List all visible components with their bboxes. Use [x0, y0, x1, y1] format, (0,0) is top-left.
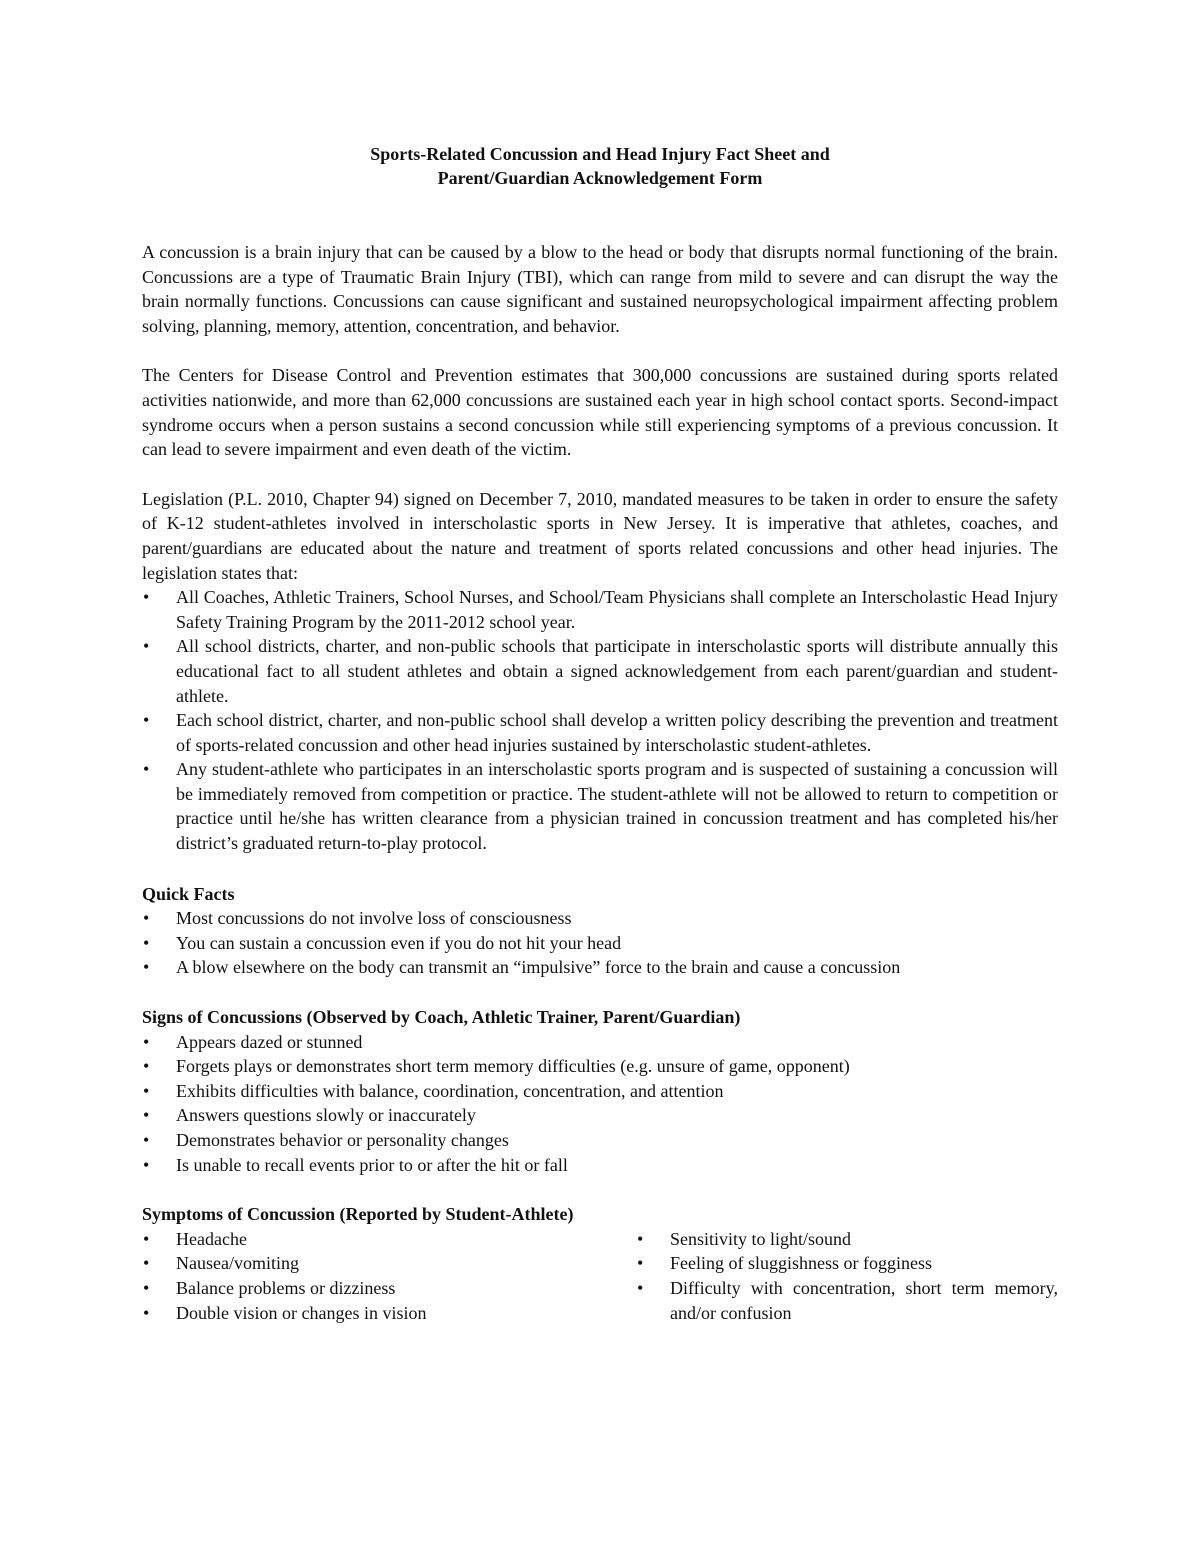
list-item	[142, 906, 1058, 931]
bullet-icon: •	[143, 957, 150, 978]
bullet-icon: •	[143, 1105, 150, 1126]
list-item	[142, 757, 1058, 855]
list-item-text: Most concussions do not involve loss of consciousness	[176, 908, 572, 929]
list-item-text: All school districts, charter, and non-public schools that participate in interscholastic sports will distribute annually this educational fact to all student athletes and obtain a signed acknowledgement from each parent/guardian and student-athlete.	[176, 636, 1058, 706]
legislation-list	[142, 585, 1058, 856]
bullet-icon: •	[143, 1302, 150, 1323]
list-item-text: Forgets plays or demonstrates short term memory difficulties (e.g. unsure of game, opponent)	[176, 1056, 850, 1077]
symptoms-list-left	[142, 1227, 562, 1325]
bullet-icon: •	[143, 1228, 150, 1249]
bullet-icon: •	[143, 1253, 150, 1274]
list-item	[142, 1301, 562, 1326]
symptoms-list-right	[636, 1227, 1058, 1325]
list-item-text: Is unable to recall events prior to or after the hit or fall	[176, 1154, 568, 1175]
bullet-icon: •	[143, 908, 150, 929]
list-item	[142, 931, 1058, 956]
quick-facts-heading: Quick Facts	[142, 883, 235, 904]
bullet-icon: •	[637, 1228, 644, 1249]
list-item-text: Balance problems or dizziness	[176, 1277, 396, 1298]
list-item-text: Difficulty with concentration, short term memory, and/or confusion	[670, 1277, 1058, 1323]
list-item	[142, 1054, 1058, 1079]
list-item	[142, 1227, 562, 1252]
list-item-text: Nausea/vomiting	[176, 1253, 299, 1274]
bullet-icon: •	[143, 1154, 150, 1175]
list-item	[142, 1103, 1058, 1128]
list-item	[636, 1251, 1058, 1276]
list-item-text: Feeling of sluggishness or fogginess	[670, 1253, 932, 1274]
symptoms-heading: Symptoms of Concussion (Reported by Student-Athlete)	[142, 1204, 574, 1225]
signs-heading: Signs of Concussions (Observed by Coach, Athletic Trainer, Parent/Guardian)	[142, 1007, 741, 1028]
list-item-text: Answers questions slowly or inaccurately	[176, 1105, 476, 1126]
signs-list	[142, 1030, 1058, 1178]
list-item-text: A blow elsewhere on the body can transmit an “impulsive” force to the brain and cause a concussion	[176, 957, 901, 978]
list-item-text: All Coaches, Athletic Trainers, School Nurses, and School/Team Physicians shall complete an Interscholastic Head Injury Safety Training Program by the 2011-2012 school year.	[176, 587, 1058, 632]
list-item-text: Exhibits difficulties with balance, coordination, concentration, and attention	[176, 1080, 724, 1101]
list-item	[142, 708, 1058, 757]
list-item-text: Headache	[176, 1228, 247, 1249]
intro-paragraph-concussion-definition: A concussion is a brain injury that can be caused by a blow to the head or body that disrupts normal functioning of the brain. Concussions are a type of Traumatic Brain Injury (TBI), which can range from mild to severe and can disrupt the way the brain normally functions. Concussions can cause significant and sustained neuropsychological impairment affecting problem solving, planning, memory, attention, concentration, and behavior.	[142, 242, 1058, 336]
list-item	[142, 1276, 562, 1301]
list-item	[142, 1030, 1058, 1055]
list-item	[142, 585, 1058, 634]
list-item-text: Appears dazed or stunned	[176, 1031, 363, 1052]
bullet-icon: •	[143, 587, 150, 608]
bullet-icon: •	[637, 1253, 644, 1274]
document-title	[142, 142, 1058, 190]
list-item-text: Any student-athlete who participates in an interscholastic sports program and is suspected of sustaining a concussion will be immediately removed from competition or practice. The student-athlete will not be allowed to return to competition or practice until he/she has written clearance from a physician trained in concussion treatment and has completed his/her district’s graduated return-to-play protocol.	[176, 759, 1058, 854]
list-item-text: Demonstrates behavior or personality changes	[176, 1130, 509, 1150]
list-item	[142, 1079, 1058, 1104]
list-item	[142, 1128, 1058, 1153]
list-item	[142, 1251, 562, 1276]
list-item	[636, 1276, 1058, 1325]
bullet-icon: •	[143, 1031, 150, 1052]
quick-facts-list	[142, 906, 1058, 980]
list-item	[142, 955, 1058, 980]
bullet-icon: •	[143, 1130, 150, 1150]
bullet-icon: •	[143, 710, 150, 731]
bullet-icon: •	[143, 932, 150, 953]
list-item	[142, 1153, 1058, 1178]
title-line-2: Parent/Guardian Acknowledgement Form	[437, 168, 763, 188]
list-item-text: You can sustain a concussion even if you do not hit your head	[176, 932, 622, 953]
bullet-icon: •	[143, 636, 150, 657]
title-line-1: Sports-Related Concussion and Head Injury Fact Sheet and	[370, 144, 830, 164]
list-item	[142, 634, 1058, 708]
bullet-icon: •	[143, 1277, 150, 1298]
bullet-icon: •	[637, 1277, 644, 1298]
bullet-icon: •	[143, 1080, 150, 1101]
bullet-icon: •	[143, 1056, 150, 1077]
list-item-text: Sensitivity to light/sound	[670, 1228, 852, 1249]
symptoms-columns	[142, 1227, 1058, 1325]
list-item-text: Each school district, charter, and non-public school shall develop a written policy describing the prevention and treatment of sports-related concussion and other head injuries sustained by interscholastic student-athletes.	[176, 710, 1058, 755]
list-item	[636, 1227, 1058, 1252]
intro-paragraph-cdc-statistics: The Centers for Disease Control and Prevention estimates that 300,000 concussions are sustained during sports related activities nationwide, and more than 62,000 concussions are sustained each year in high school contact sports. Second-impact syndrome occurs when a person sustains a second concussion while still experiencing symptoms of a previous concussion. It can lead to severe impairment and even death of the victim.	[142, 365, 1058, 460]
bullet-icon: •	[143, 759, 150, 780]
intro-paragraph-legislation: Legislation (P.L. 2010, Chapter 94) signed on December 7, 2010, mandated measures to be taken in order to ensure the safety of K-12 student-athletes involved in interscholastic sports in New Jersey. It is imperative that athletes, coaches, and parent/guardians are educated about the nature and treatment of sports related concussions and other head injuries. The legislation states that:	[142, 488, 1058, 583]
document-page	[142, 142, 1058, 1325]
list-item-text: Double vision or changes in vision	[176, 1302, 427, 1323]
